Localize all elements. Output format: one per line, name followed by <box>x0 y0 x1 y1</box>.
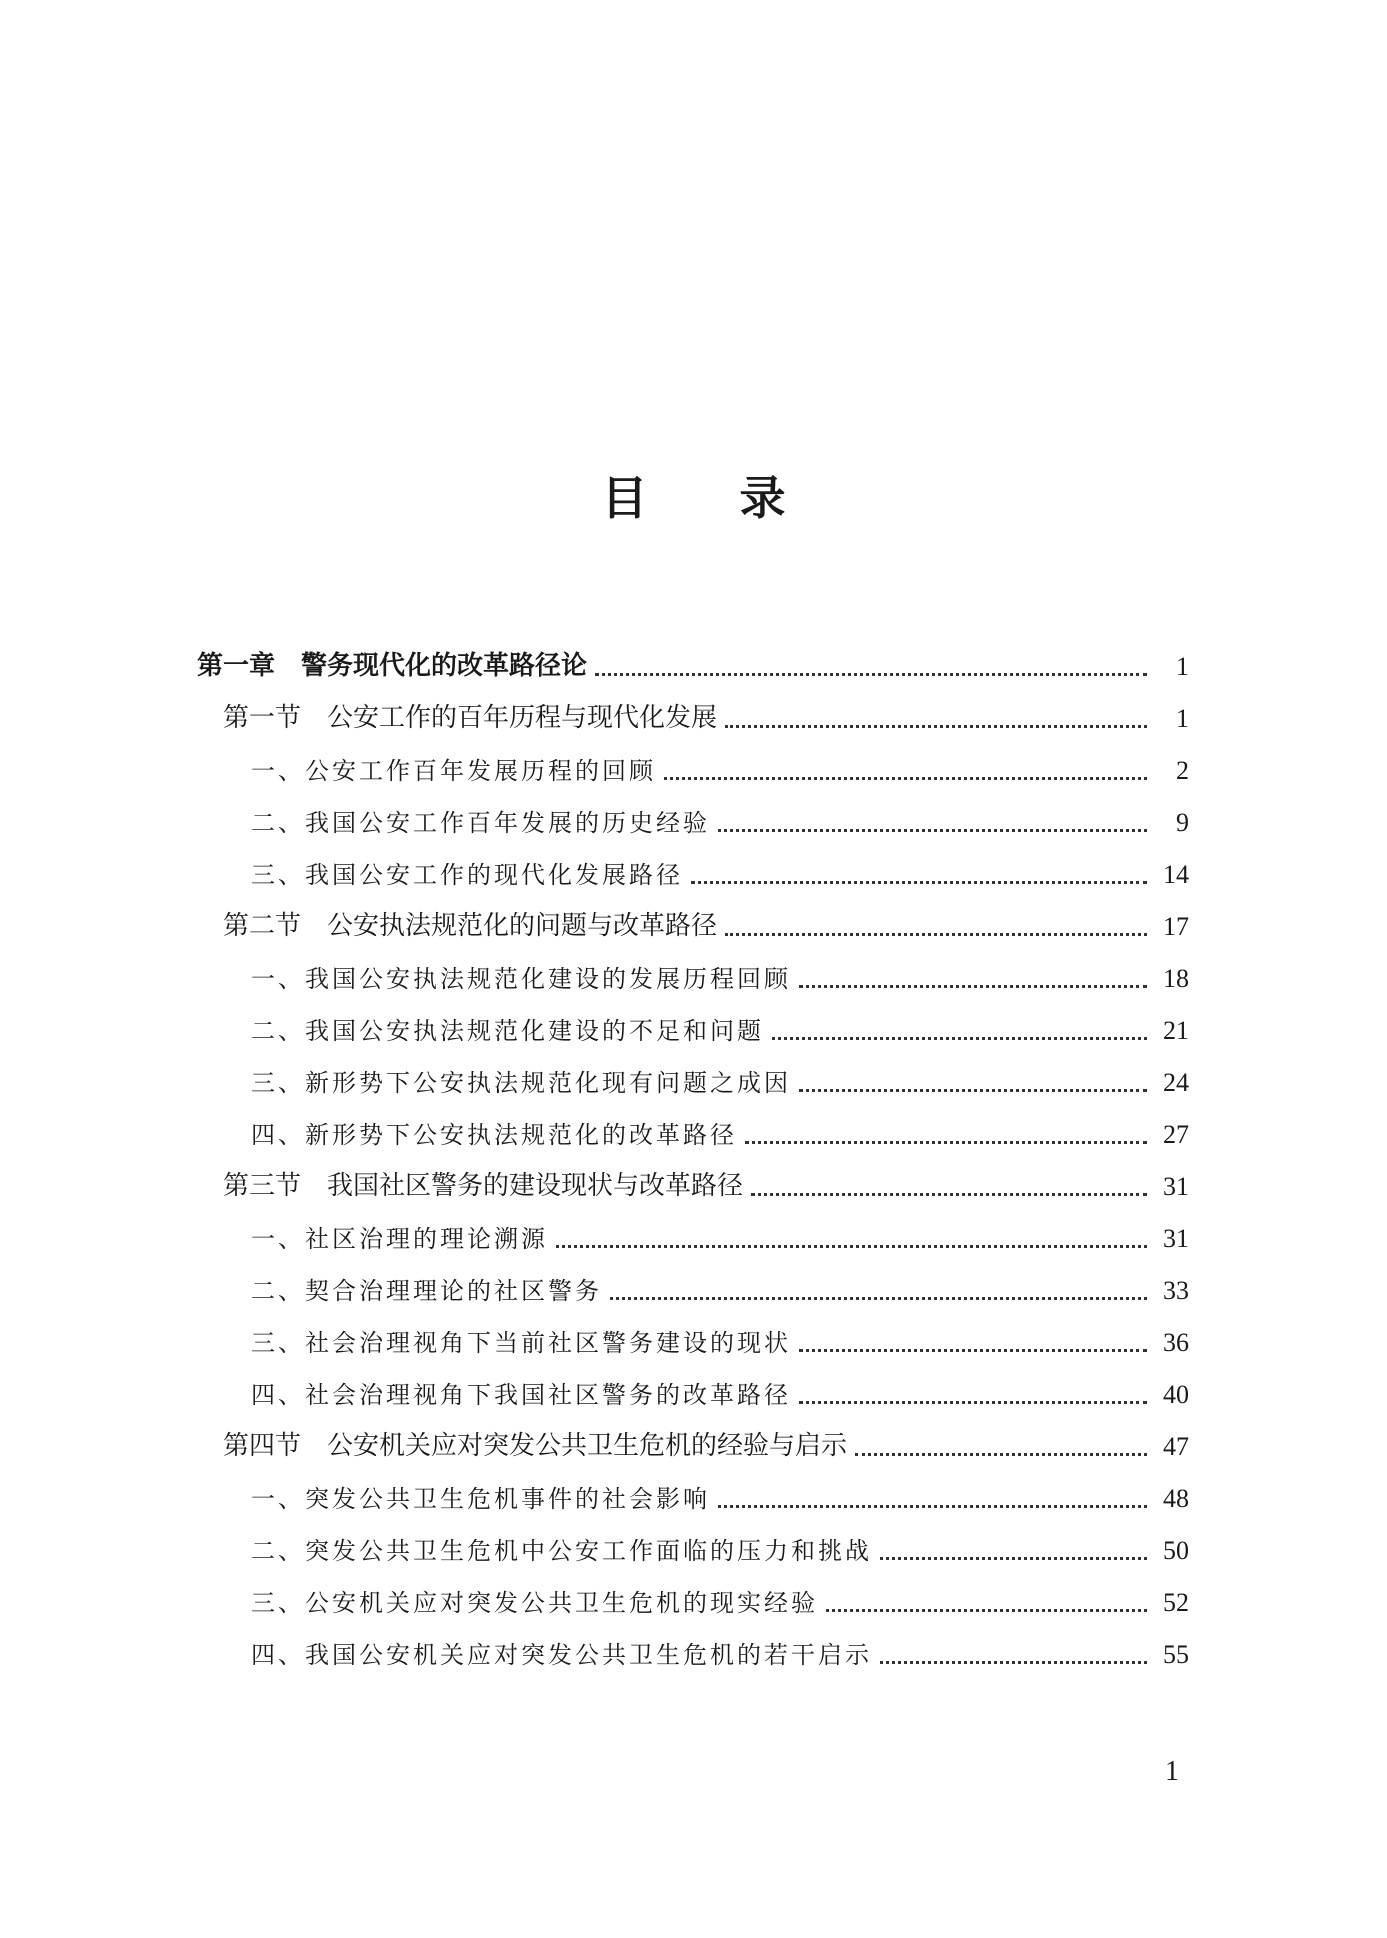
toc-entry-number: 第三节 <box>223 1171 302 1201</box>
toc-entry-number: 四、 <box>251 1121 305 1149</box>
toc-entry-page: 18 <box>1163 964 1189 993</box>
toc-entry-page: 48 <box>1163 1484 1189 1513</box>
toc-entry-title: 我国公安工作百年发展的历史经验 <box>305 809 710 837</box>
toc-entry-page: 9 <box>1176 808 1189 837</box>
toc-entry-number: 二、 <box>251 1017 305 1045</box>
toc-entry-title: 公安机关应对突发公共卫生危机的经验与启示 <box>327 1431 848 1461</box>
toc-entry-label <box>251 1635 872 1676</box>
toc-leader-dots <box>799 1089 1147 1092</box>
toc-entry-page: 17 <box>1163 912 1189 941</box>
toc-entry-page: 50 <box>1163 1536 1189 1565</box>
toc-entry-label <box>223 697 717 740</box>
toc-entry-number: 第二节 <box>223 911 302 941</box>
toc-entry-title: 我国公安工作的现代化发展路径 <box>305 861 683 889</box>
toc-entry-page: 47 <box>1163 1432 1189 1461</box>
toc-entry-number: 三、 <box>251 1589 305 1617</box>
toc-leader-dots <box>664 777 1147 780</box>
toc-entry-number: 三、 <box>251 861 305 889</box>
toc-entry-title: 我国公安执法规范化建设的发展历程回顾 <box>305 965 791 993</box>
toc-entry-number: 二、 <box>251 1277 305 1305</box>
toc-entry-section[interactable] <box>197 1416 1189 1468</box>
toc-leader-dots <box>799 1349 1147 1352</box>
toc-leader-dots <box>751 1193 1147 1196</box>
toc-entry-title: 社区治理的理论溯源 <box>305 1225 548 1253</box>
toc-entry-label <box>251 855 683 896</box>
toc-entry-page: 2 <box>1176 756 1189 785</box>
toc-entry-section[interactable] <box>197 896 1189 948</box>
toc-entry-title: 公安工作百年发展历程的回顾 <box>305 757 656 785</box>
toc-entry-number: 一、 <box>251 1485 305 1513</box>
toc-leader-dots <box>880 1557 1147 1560</box>
toc-entry-number: 三、 <box>251 1069 305 1097</box>
toc-entry-title: 社会治理视角下我国社区警务的改革路径 <box>305 1381 791 1409</box>
toc-entry-label <box>251 751 656 792</box>
toc-leader-dots <box>718 1505 1147 1508</box>
toc-leader-dots <box>556 1245 1147 1248</box>
toc-entry-title: 契合治理理论的社区警务 <box>305 1277 602 1305</box>
toc-leader-dots <box>745 1141 1147 1144</box>
toc-leader-dots <box>799 1401 1147 1404</box>
toc-leader-dots <box>725 933 1147 936</box>
toc-entry-label <box>251 1583 818 1624</box>
toc-entry-item[interactable] <box>197 1364 1189 1416</box>
toc-entry-title: 我国社区警务的建设现状与改革路径 <box>327 1171 744 1201</box>
toc-entry-section[interactable] <box>197 1156 1189 1208</box>
toc-entry-label <box>251 1531 872 1572</box>
toc-entry-label <box>251 1063 791 1104</box>
toc-entry-page: 1 <box>1176 652 1189 681</box>
toc-entry-page: 40 <box>1163 1380 1189 1409</box>
toc-entry-item[interactable] <box>197 1572 1189 1624</box>
toc-entry-page: 31 <box>1163 1172 1189 1201</box>
toc-entry-page: 33 <box>1163 1276 1189 1305</box>
toc-entry-number: 第一节 <box>223 703 302 733</box>
toc-leader-dots <box>826 1609 1147 1612</box>
toc-entry-title: 突发公共卫生危机中公安工作面临的压力和挑战 <box>305 1537 872 1565</box>
toc-entry-page: 31 <box>1163 1224 1189 1253</box>
toc-entry-label <box>223 1425 847 1468</box>
toc-entry-title: 新形势下公安执法规范化现有问题之成因 <box>305 1069 791 1097</box>
toc-entry-label <box>251 803 710 844</box>
toc-entry-title: 警务现代化的改革路径论 <box>301 651 588 681</box>
toc-entry-item[interactable] <box>197 1260 1189 1312</box>
toc-entry-label <box>251 959 791 1000</box>
toc-entry-number: 二、 <box>251 1537 305 1565</box>
toc-entry-item[interactable] <box>197 1468 1189 1520</box>
toc-leader-dots <box>880 1661 1147 1664</box>
toc-entry-title: 突发公共卫生危机事件的社会影响 <box>305 1485 710 1513</box>
page-title <box>0 462 1387 528</box>
toc-entry-label <box>251 1219 548 1260</box>
toc-entry-title: 公安执法规范化的问题与改革路径 <box>327 911 718 941</box>
toc-entry-title: 公安工作的百年历程与现代化发展 <box>327 703 718 733</box>
toc-entry-item[interactable] <box>197 844 1189 896</box>
toc-entry-label <box>251 1271 602 1312</box>
toc-entry-number: 二、 <box>251 809 305 837</box>
toc-entry-section[interactable] <box>197 688 1189 740</box>
toc-entry-item[interactable] <box>197 1520 1189 1572</box>
toc-entry-title: 新形势下公安执法规范化的改革路径 <box>305 1121 737 1149</box>
toc-entry-label <box>223 1165 743 1208</box>
toc-entry-item[interactable] <box>197 1624 1189 1676</box>
toc-leader-dots <box>799 985 1147 988</box>
toc-entry-number: 一、 <box>251 757 305 785</box>
toc-entry-title: 社会治理视角下当前社区警务建设的现状 <box>305 1329 791 1357</box>
toc-entry-label <box>251 1323 791 1364</box>
toc-entry-item[interactable] <box>197 740 1189 792</box>
toc-leader-dots <box>725 725 1147 728</box>
page-number: 1 <box>1165 1756 1179 1787</box>
toc-entry-title: 公安机关应对突发公共卫生危机的现实经验 <box>305 1589 818 1617</box>
toc-entry-page: 52 <box>1163 1588 1189 1617</box>
toc-entry-item[interactable] <box>197 948 1189 1000</box>
toc-entry-number: 第四节 <box>223 1431 302 1461</box>
toc-entry-number: 四、 <box>251 1381 305 1409</box>
page-title-char-2: 录 <box>739 471 786 525</box>
toc-entry-title: 我国公安执法规范化建设的不足和问题 <box>305 1017 764 1045</box>
toc-entry-label <box>251 1479 710 1520</box>
toc-leader-dots <box>772 1037 1147 1040</box>
toc-entry-page: 27 <box>1163 1120 1189 1149</box>
toc-entry-page: 14 <box>1163 860 1189 889</box>
toc-entry-label <box>251 1011 764 1052</box>
toc-entry-number: 三、 <box>251 1329 305 1357</box>
toc-entry-number: 第一章 <box>197 651 276 681</box>
table-of-contents <box>197 636 1189 1676</box>
toc-leader-dots <box>718 829 1147 832</box>
toc-leader-dots <box>855 1453 1147 1456</box>
page-title-char-1: 目 <box>601 471 648 525</box>
toc-leader-dots <box>691 881 1147 884</box>
toc-entry-title: 我国公安机关应对突发公共卫生危机的若干启示 <box>305 1641 872 1669</box>
toc-entry-item[interactable] <box>197 1052 1189 1104</box>
toc-entry-page: 24 <box>1163 1068 1189 1097</box>
toc-entry-page: 21 <box>1163 1016 1189 1045</box>
toc-entry-label <box>197 645 587 688</box>
toc-entry-page: 36 <box>1163 1328 1189 1357</box>
toc-leader-dots <box>595 673 1147 676</box>
toc-entry-number: 一、 <box>251 1225 305 1253</box>
toc-entry-chapter[interactable] <box>197 636 1189 688</box>
toc-leader-dots <box>610 1297 1147 1300</box>
toc-entry-page: 55 <box>1163 1640 1189 1669</box>
toc-entry-item[interactable] <box>197 1312 1189 1364</box>
toc-entry-item[interactable] <box>197 1104 1189 1156</box>
toc-entry-number: 一、 <box>251 965 305 993</box>
toc-entry-page: 1 <box>1176 704 1189 733</box>
toc-entry-label <box>251 1115 737 1156</box>
toc-entry-label <box>251 1375 791 1416</box>
toc-entry-item[interactable] <box>197 1000 1189 1052</box>
toc-entry-number: 四、 <box>251 1641 305 1669</box>
toc-entry-label <box>223 905 717 948</box>
toc-entry-item[interactable] <box>197 1208 1189 1260</box>
toc-entry-item[interactable] <box>197 792 1189 844</box>
